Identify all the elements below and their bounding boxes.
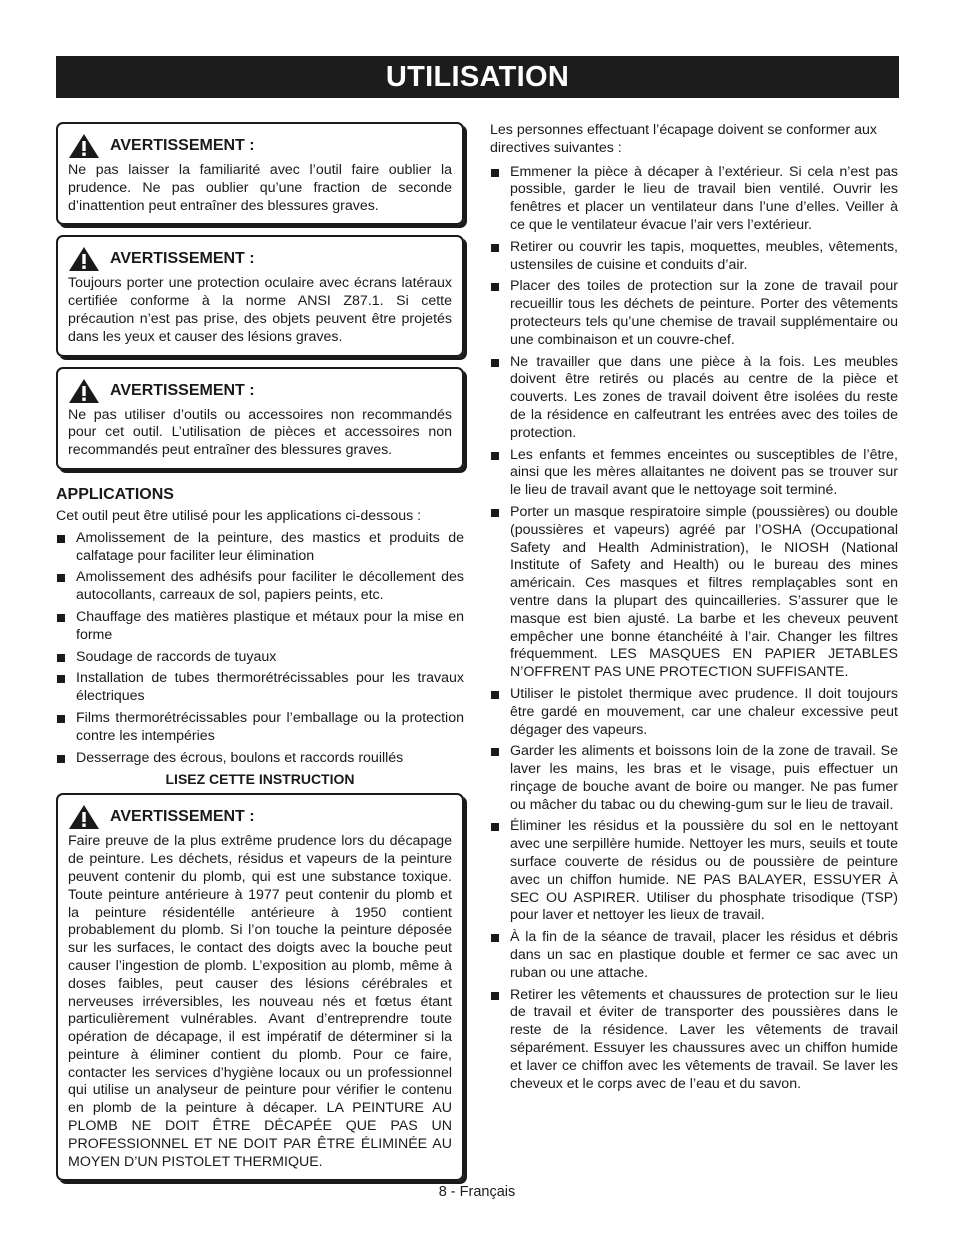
warning-box-lead-paint	[56, 793, 464, 1181]
right-column	[490, 122, 898, 1097]
warning-title: AVERTISSEMENT :	[110, 137, 255, 154]
left-column	[56, 122, 464, 1191]
warning-box-accessories	[56, 367, 464, 470]
list-item: Amolissement de la peinture, des mastics et produits de calfatage pour faciliter leur élimination	[56, 530, 464, 566]
warning-header	[68, 245, 452, 273]
list-item: Ne travailler que dans une pièce à la fois. Les meubles doivent être retirés ou placés au centre de la pièce et couverts. Les zones de travail doivent être isolées du reste de la résidence en calfeutrant les entrées avec des toiles de protection.	[490, 354, 898, 443]
warning-text: Ne pas laisser la familiarité avec l’outil faire oublier la prudence. Ne pas oublier qu’une fraction de seconde d’inattention peut entraîner des blessures graves.	[68, 162, 452, 214]
list-item: Placer des toiles de protection sur la zone de travail pour recueillir tous les déchets de peinture. Porter des vêtements protecteurs tels qu’une chemise de travail supplémentaire ou une combinaison et un couvre-chef.	[490, 278, 898, 349]
list-item: Amolissement des adhésifs pour faciliter le décollement des autocollants, carreaux de sol, papiers peints, etc.	[56, 569, 464, 605]
warning-triangle-icon	[68, 133, 100, 159]
warning-title: AVERTISSEMENT :	[110, 808, 255, 826]
stripping-guidelines-list	[490, 164, 898, 1094]
list-item: Éliminer les résidus et la poussière du sol en le nettoyant avec une serpillère humide. Nettoyer les murs, seuils et toute surface couverte de résidus ou de poussière de peinture avec un chiffon humide. NE PAS BALAYER, ESSUYER À SEC OU ASPIRER. Utiliser du phosphate trisodique (TSP) pour laver et nettoyer les lieux de travail.	[490, 818, 898, 925]
warning-box-familiarity	[56, 122, 464, 225]
list-item: Retirer les vêtements et chaussures de protection sur le lieu de travail et éviter de transporter des poussières dans le reste de la résidence. Laver les vêtements de travail séparément. Essuyer les chaussures avec un chiffon humide et laver ce chiffon avec les vêtements de travail. Se laver les cheveux et le corps avec de l’eau et du savon.	[490, 987, 898, 1094]
list-item: Emmener la pièce à décaper à l’extérieur. Si cela n’est pas possible, garder le lieu de travail bien ventilé. Ouvrir les fenêtres et placer un ventilateur dans l’une d’elles. Veiller à ce que le ventilateur évacue l’air vers l’extérieur.	[490, 164, 898, 235]
list-item: À la fin de la séance de travail, placer les résidus et débris dans un sac en plastique double et fermer ce sac avec un ruban ou une attache.	[490, 929, 898, 982]
list-item: Retirer ou couvrir les tapis, moquettes, meubles, vêtements, ustensiles de cuisine et conduits d’air.	[490, 239, 898, 275]
list-item: Chauffage des matières plastique et métaux pour la mise en forme	[56, 609, 464, 645]
page-footer: 8 - Français	[438, 1184, 516, 1200]
warning-title: AVERTISSEMENT :	[110, 250, 255, 268]
list-item: Garder les aliments et boissons loin de la zone de travail. Se laver les mains, les bras et le visage, puis effectuer un rinçage de bouche avant de boire ou manger. Ne pas fumer ou mâcher du tabac ou du chewing-gum sur le lieu de travail.	[490, 743, 898, 814]
warning-triangle-icon	[68, 246, 100, 272]
warning-header	[68, 132, 452, 160]
warning-text: Faire preuve de la plus extrême prudence lors du décapage de peinture. Les déchets, résidus et vapeurs de la peinture peuvent contenir du plomb, qui est une substance toxique. Toute peinture antérieure à 1977 peut contenir du plomb et la peinture résidentélle antérieure à 1950 contient probablement du plomb. Si l’on touche la peinture déposée sur les surfaces, le contact des doigts avec la bouche peut causer l’ingestion de plomb. L’exposition au plomb, même à doses faibles, peut causer des lésions cérébrales et nerveuses irréversibles, les nouveau nés et fœtus étant particulièrement vulnérables. Avant d’entreprendre toute opération de décapage, il est impératif de déterminer si la peinture à éliminer contient du plomb. Pour ce faire, contacter les services d’hygiène locaux ou un professionnel qui utilise un analyseur de peinture pour vérifier le contenu en plomb de la peinture à décaper. LA PEINTURE AU PLOMB NE DOIT ÊTRE DÉCAPÉE QUE PAS UN PROFESSIONNEL ET NE DOIT PAR ÊTRE ÉLIMINÉE AU MOYEN D’UN PISTOLET THERMIQUE.	[68, 833, 452, 1170]
list-item: Films thermorétrécissables pour l’emballage ou la protection contre les intempéries	[56, 710, 464, 746]
warning-triangle-icon	[68, 378, 100, 404]
stripping-intro: Les personnes effectuant l’écapage doivent se conformer aux directives suivantes :	[490, 122, 877, 156]
list-item: Utiliser le pistolet thermique avec prudence. Il doit toujours être gardé en mouvement, car une chaleur excessive peut dégager des vapeurs.	[490, 686, 898, 739]
warning-header	[68, 803, 452, 831]
applications-heading: APPLICATIONS	[56, 485, 174, 503]
list-item: Les enfants et femmes enceintes ou susceptibles de l’être, ainsi que les mères allaitantes ne doivent pas se trouver sur le lieu de travail avant que le nettoyage soit terminé.	[490, 447, 898, 500]
read-instruction-note: LISEZ CETTE INSTRUCTION	[165, 771, 355, 788]
applications-list	[56, 530, 464, 768]
applications-intro: Cet outil peut être utilisé pour les applications ci-dessous :	[56, 507, 422, 524]
warning-text: Toujours porter une protection oculaire avec écrans latéraux certifiée conforme à la norme ANSI Z87.1. Si cette précaution n’est pas prise, des objets peuvent être projetés dans les yeux et causer des lésions graves.	[68, 275, 452, 345]
warning-title: AVERTISSEMENT :	[110, 381, 255, 399]
warning-header	[68, 377, 452, 405]
list-item: Desserrage des écrous, boulons et raccords rouillés	[56, 750, 464, 768]
list-item: Soudage de raccords de tuyaux	[56, 649, 464, 667]
list-item: Porter un masque respiratoire simple (poussières) ou double (poussières et vapeurs) agréé par l’OSHA (Occupational Safety and Health Administration), le NIOSH (National Institute of Safety and Health) ou le bureau des mines américain. Ces masques et filtres remplaçables sont en ventre dans la plupart des quincailleries. S’assurer que le masque est bien ajusté. La barbe et les cheveux peuvent empêcher une bonne étanchéité à l’air. Changer les filtres fréquemment. LES MASQUES EN PAPIER JETABLES N’OFFRENT PAS UNE PROTECTION SUFFISANTE.	[490, 504, 898, 682]
warning-box-eye-protection	[56, 235, 464, 356]
list-item: Installation de tubes thermorétrécissables pour les travaux électriques	[56, 670, 464, 706]
warning-text: Ne pas utiliser d’outils ou accessoires non recommandés pour cet outil. L’utilisation de pièces et accessoires non recommandés peut entraîner des blessures graves.	[68, 406, 452, 459]
warning-triangle-icon	[68, 804, 100, 830]
page-title: UTILISATION	[56, 56, 899, 98]
